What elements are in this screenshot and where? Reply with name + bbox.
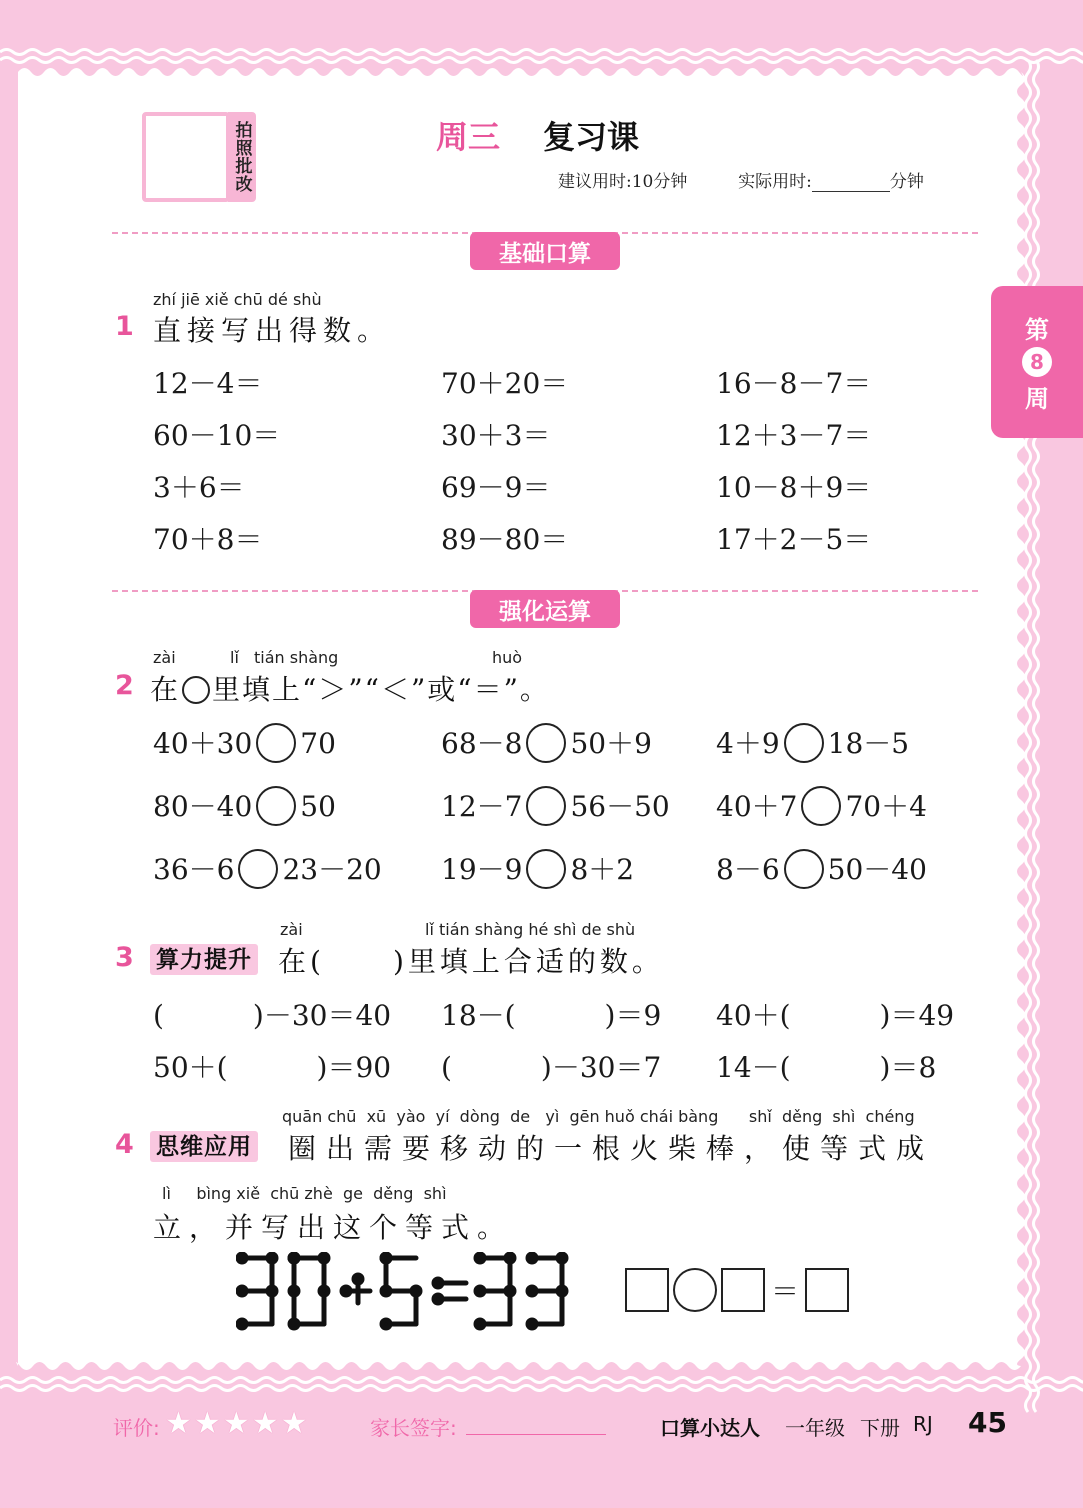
matchstick-head [476, 1320, 484, 1328]
matchstick-head [342, 1287, 350, 1295]
matchstick-head [558, 1254, 566, 1262]
q3-item[interactable]: ( )－30＝7 [441, 1051, 662, 1084]
compare-circle[interactable] [238, 849, 278, 889]
rating-star[interactable]: ★ [222, 1406, 250, 1441]
section-strengthen-tab: 强化运算 [470, 590, 620, 628]
parent-sign-line[interactable] [466, 1434, 606, 1435]
title-day: 周三 [436, 118, 501, 156]
q4-line-1: 圈出需要移动的一根火柴棒，使等式成 [288, 1132, 935, 1165]
q4-badge: 思维应用 [150, 1131, 258, 1162]
matchstick-head [320, 1254, 328, 1262]
edition: RJ [913, 1412, 933, 1436]
compare-circle[interactable] [256, 786, 296, 826]
week-number: 8 [1022, 347, 1052, 377]
compare-circle[interactable] [526, 723, 566, 763]
parent-sign-label: 家长签字: [370, 1416, 457, 1440]
q2-item [441, 848, 634, 892]
matchstick-head [238, 1320, 246, 1328]
q3-badge: 算力提升 [150, 944, 258, 975]
q2-left: 8－6 [716, 853, 780, 886]
q2-left: 80－40 [153, 790, 253, 823]
photo-correction-tab[interactable] [228, 112, 256, 202]
q1-item: 17＋2－5＝ [716, 523, 872, 556]
q3-item[interactable]: 40＋( )＝49 [716, 999, 955, 1032]
q2-right: 50－40 [827, 853, 927, 886]
q1-item: 12＋3－7＝ [716, 419, 872, 452]
volume: 下册 [860, 1416, 900, 1440]
q4-line-2: 立，并写出这个等式。 [153, 1211, 514, 1244]
matchstick-head [476, 1254, 484, 1262]
matchstick-head [382, 1287, 390, 1295]
q3-pinyin: zài [280, 920, 303, 939]
q2-right: 50 [300, 790, 336, 823]
q2-number: 2 [115, 670, 134, 701]
q2-instruction-pre: 在 [150, 673, 181, 706]
matchstick-head [528, 1287, 536, 1295]
q2-item [441, 785, 670, 829]
compare-circle[interactable] [256, 723, 296, 763]
q2-item [441, 722, 652, 766]
q3-item[interactable]: ( )－30＝40 [153, 999, 392, 1032]
q3-instruction-b: )里填上合适的数。 [392, 945, 664, 978]
q2-pinyin: lǐ [230, 648, 239, 667]
q1-item: 30＋3＝ [441, 419, 551, 452]
q1-item: 3＋6＝ [153, 471, 245, 504]
q1-item: 10－8＋9＝ [716, 471, 872, 504]
compare-circle[interactable] [526, 786, 566, 826]
q2-instruction-post: 里填上“＞”“＜”或“＝”。 [212, 673, 550, 706]
q3-number: 3 [115, 942, 134, 973]
q2-left: 4＋9 [716, 727, 780, 760]
matchstick-head [238, 1254, 246, 1262]
rating-star[interactable]: ★ [165, 1406, 192, 1441]
q1-item: 69－9＝ [441, 471, 551, 504]
book-name: 口算小达人 [660, 1416, 760, 1440]
q2-item [153, 848, 382, 892]
q4-badge-wrap [150, 1128, 258, 1161]
photo-box [142, 112, 230, 202]
matchstick-head [476, 1287, 484, 1295]
q2-right: 50＋9 [570, 727, 652, 760]
matchstick-head [268, 1254, 276, 1262]
q2-right: 56－50 [570, 790, 670, 823]
actual-time-unit: 分钟 [889, 172, 924, 192]
week-tab-top: 第 [1025, 316, 1049, 344]
section-basic-tab: 基础口算 [470, 232, 620, 270]
q2-item [153, 722, 336, 766]
q1-item: 12－4＝ [153, 367, 263, 400]
week-tab-bottom: 周 [1025, 385, 1049, 413]
q2-left: 12－7 [441, 790, 523, 823]
q1-number: 1 [115, 311, 134, 342]
circle-symbol [182, 676, 210, 704]
q2-item [153, 785, 336, 829]
q1-pinyin: zhí jiē xiě chū dé shù [153, 290, 322, 309]
q2-left: 40＋7 [716, 790, 798, 823]
actual-time-blank[interactable] [812, 173, 890, 192]
q2-pinyin: tián shàng [254, 648, 339, 667]
matchstick-equation[interactable] [236, 1252, 586, 1332]
q2-right: 23－20 [282, 853, 382, 886]
rating-stars[interactable] [165, 1406, 310, 1441]
compare-circle[interactable] [784, 849, 824, 889]
q1-item: 70＋8＝ [153, 523, 263, 556]
q2-left: 19－9 [441, 853, 523, 886]
rating-label: 评价: [113, 1416, 160, 1440]
actual-time-label: 实际用时: [738, 172, 812, 192]
q2-right: 18－5 [827, 727, 910, 760]
q2-left: 40＋30 [153, 727, 253, 760]
q2-pinyin: huò [492, 648, 523, 667]
matchstick-head [434, 1279, 442, 1287]
q2-item [716, 848, 927, 892]
suggested-time: 建议用时:10分钟 [558, 172, 688, 192]
matchstick-head [506, 1254, 514, 1262]
answer-box[interactable] [805, 1268, 849, 1312]
q3-item[interactable]: 50＋( )＝90 [153, 1051, 392, 1084]
photo-label: 拍照批改 [231, 121, 252, 193]
answer-equals: ＝ [771, 1275, 800, 1308]
answer-operator-circle[interactable] [673, 1268, 717, 1312]
q2-pinyin: zài [153, 648, 176, 667]
week-tab [991, 286, 1083, 438]
rating-star[interactable]: ★ [251, 1406, 279, 1441]
q2-item [716, 785, 927, 829]
compare-circle[interactable] [526, 849, 566, 889]
q3-pinyin: lǐ tián shàng hé shì de shù [425, 920, 636, 939]
page-title: 复习课 [543, 118, 640, 156]
q3-item[interactable]: 14－( )＝8 [716, 1051, 937, 1084]
q4-pinyin: lì bìng xiě chū zhè ge děng shì [162, 1184, 447, 1203]
matchstick-head [354, 1275, 362, 1283]
answer-box[interactable] [721, 1268, 765, 1312]
q3-instruction [278, 940, 664, 980]
rating-star[interactable]: ★ [280, 1406, 308, 1441]
q1-item: 60－10＝ [153, 419, 281, 452]
q2-instruction [150, 668, 550, 708]
time-line [558, 167, 924, 192]
q2-item [716, 722, 909, 766]
rating-star[interactable]: ★ [193, 1406, 221, 1441]
q2-right: 8＋2 [570, 853, 635, 886]
q2-right: 70 [300, 727, 336, 760]
matchstick-head [320, 1287, 328, 1295]
matchstick-head [290, 1254, 298, 1262]
matchstick-head [238, 1287, 246, 1295]
q4-pinyin: quān chū xū yào yí dòng de yì gēn huǒ chái bàng shǐ děng shì chéng [282, 1107, 915, 1126]
compare-circle[interactable] [784, 723, 824, 763]
grade: 一年级 [785, 1416, 845, 1440]
compare-circle[interactable] [801, 786, 841, 826]
q3-instruction-a: 在( [278, 945, 325, 978]
matchstick-head [434, 1295, 442, 1303]
q1-item: 16－8－7＝ [716, 367, 872, 400]
q1-instruction: 直接写出得数。 [153, 314, 392, 347]
answer-box[interactable] [625, 1268, 669, 1312]
q1-item: 89－80＝ [441, 523, 569, 556]
answer-equation [625, 1268, 849, 1312]
matchstick-head [528, 1320, 536, 1328]
matchstick-head [528, 1254, 536, 1262]
q2-left: 36－6 [153, 853, 235, 886]
matchstick-head [382, 1254, 390, 1262]
q4-number: 4 [115, 1129, 134, 1160]
q2-right: 70＋4 [845, 790, 927, 823]
q3-badge-wrap [150, 941, 258, 974]
matchstick-head [382, 1320, 390, 1328]
q2-left: 68－8 [441, 727, 523, 760]
q3-item[interactable]: 18－( )＝9 [441, 999, 662, 1032]
q1-item: 70＋20＝ [441, 367, 569, 400]
page-number: 45 [968, 1406, 1007, 1439]
